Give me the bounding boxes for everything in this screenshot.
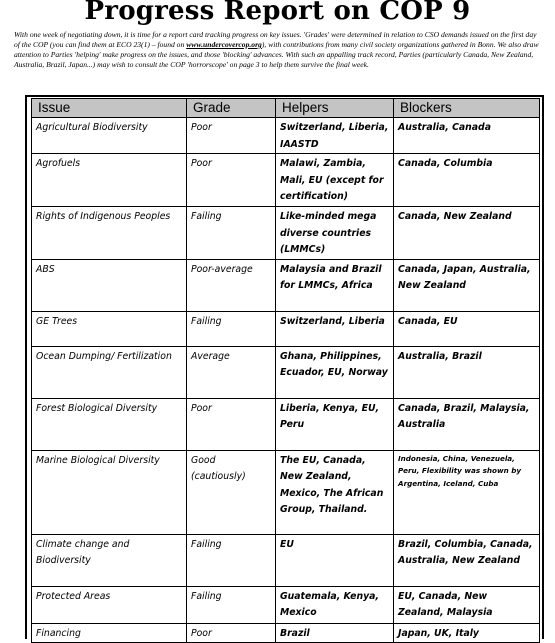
issue-cell: Rights of Indigenous Peoples — [32, 207, 187, 260]
helpers-cell: Switzerland, Liberia — [276, 311, 394, 346]
blockers-cell: EU, Canada, New Zealand, Malaysia — [394, 586, 540, 623]
table-row — [32, 586, 540, 623]
grade-cell: Failing — [187, 207, 276, 260]
issue-cell: Ocean Dumping/ Fertilization — [32, 346, 187, 398]
blockers-cell: Indonesia, China, Venezuela, Peru, Flexibility was shown by Argentina, Iceland, Cuba — [394, 450, 540, 534]
issue-cell: Protected Areas — [32, 586, 187, 623]
table-row — [32, 346, 540, 398]
progress-table — [31, 98, 540, 643]
blockers-cell: Canada, EU — [394, 311, 540, 346]
blockers-cell: Japan, UK, Italy — [394, 623, 540, 643]
blockers-cell: Australia, Brazil — [394, 346, 540, 398]
blockers-cell: Australia, Canada — [394, 118, 540, 154]
table-row — [32, 534, 540, 586]
grade-cell: Good (cautiously) — [187, 450, 276, 534]
helpers-cell: Like-minded mega diverse countries (LMMCs) — [276, 207, 394, 260]
grade-cell: Poor — [187, 154, 276, 207]
table-row — [32, 259, 540, 311]
blockers-cell: Canada, Brazil, Malaysia, Australia — [394, 398, 540, 450]
table-header-row — [32, 99, 540, 118]
issue-cell: Agrofuels — [32, 154, 187, 207]
grade-cell: Poor — [187, 118, 276, 154]
table-row — [32, 118, 540, 154]
issue-cell: Financing — [32, 623, 187, 643]
issue-cell: GE Trees — [32, 311, 187, 346]
header-grade: Grade — [187, 99, 276, 118]
helpers-cell: Ghana, Philippines, Ecuador, EU, Norway — [276, 346, 394, 398]
issue-cell: ABS — [32, 259, 187, 311]
issue-cell: Agricultural Biodiversity — [32, 118, 187, 154]
blockers-cell: Canada, Columbia — [394, 154, 540, 207]
blockers-cell: Brazil, Columbia, Canada, Australia, New Zealand — [394, 534, 540, 586]
blockers-cell: Canada, Japan, Australia, New Zealand — [394, 259, 540, 311]
helpers-cell: Brazil — [276, 623, 394, 643]
table-row — [32, 398, 540, 450]
helpers-cell: Guatemala, Kenya, Mexico — [276, 586, 394, 623]
table-row — [32, 207, 540, 260]
table-row — [32, 450, 540, 534]
intro-text-continued: ), with contributions from many civil society organizations gathered in Bonn. We also draw attention to Parties 'helping' make progress on the issues, and those 'blocking' advances. With such an appalling track record, Parties (particularly Canada, New Zealand, Australia, Brazil, Japan...) may wish to consult the COP 'horrorscope' on page 3 to help them survive the final week. — [14, 40, 539, 69]
table-row — [32, 623, 540, 643]
grade-cell: Failing — [187, 586, 276, 623]
grade-cell: Poor-average — [187, 259, 276, 311]
grade-cell: Failing — [187, 311, 276, 346]
grade-cell: Failing — [187, 534, 276, 586]
table-row — [32, 311, 540, 346]
table-row — [32, 154, 540, 207]
grade-cell: Poor — [187, 623, 276, 643]
intro-paragraph — [14, 30, 544, 70]
header-blockers: Blockers — [394, 99, 540, 118]
helpers-cell: Malaysia and Brazil for LMMCs, Africa — [276, 259, 394, 311]
helpers-cell: Malawi, Zambia, Mali, EU (except for certification) — [276, 154, 394, 207]
issue-cell: Forest Biological Diversity — [32, 398, 187, 450]
issue-cell: Climate change and Biodiversity — [32, 534, 187, 586]
header-issue: Issue — [32, 99, 187, 118]
undercovercop-link[interactable]: www.undercovercop.org — [186, 40, 262, 49]
grade-cell: Average — [187, 346, 276, 398]
issue-cell: Marine Biological Diversity — [32, 450, 187, 534]
intro-text: With one week of negotiating down, it is time for a report card tracking progress on key issues. 'Grades' were determined in relation to CSO demands issued on the first day of the COP (you can find them at ECO 23(1) – found on — [14, 30, 537, 49]
page-title: Progress Report on COP 9 — [84, 0, 471, 26]
helpers-cell: EU — [276, 534, 394, 586]
blockers-cell: Canada, New Zealand — [394, 207, 540, 260]
header-helpers: Helpers — [276, 99, 394, 118]
helpers-cell: Switzerland, Liberia, IAASTD — [276, 118, 394, 154]
helpers-cell: The EU, Canada, New Zealand, Mexico, The African Group, Thailand. — [276, 450, 394, 534]
helpers-cell: Liberia, Kenya, EU, Peru — [276, 398, 394, 450]
grade-cell: Poor — [187, 398, 276, 450]
